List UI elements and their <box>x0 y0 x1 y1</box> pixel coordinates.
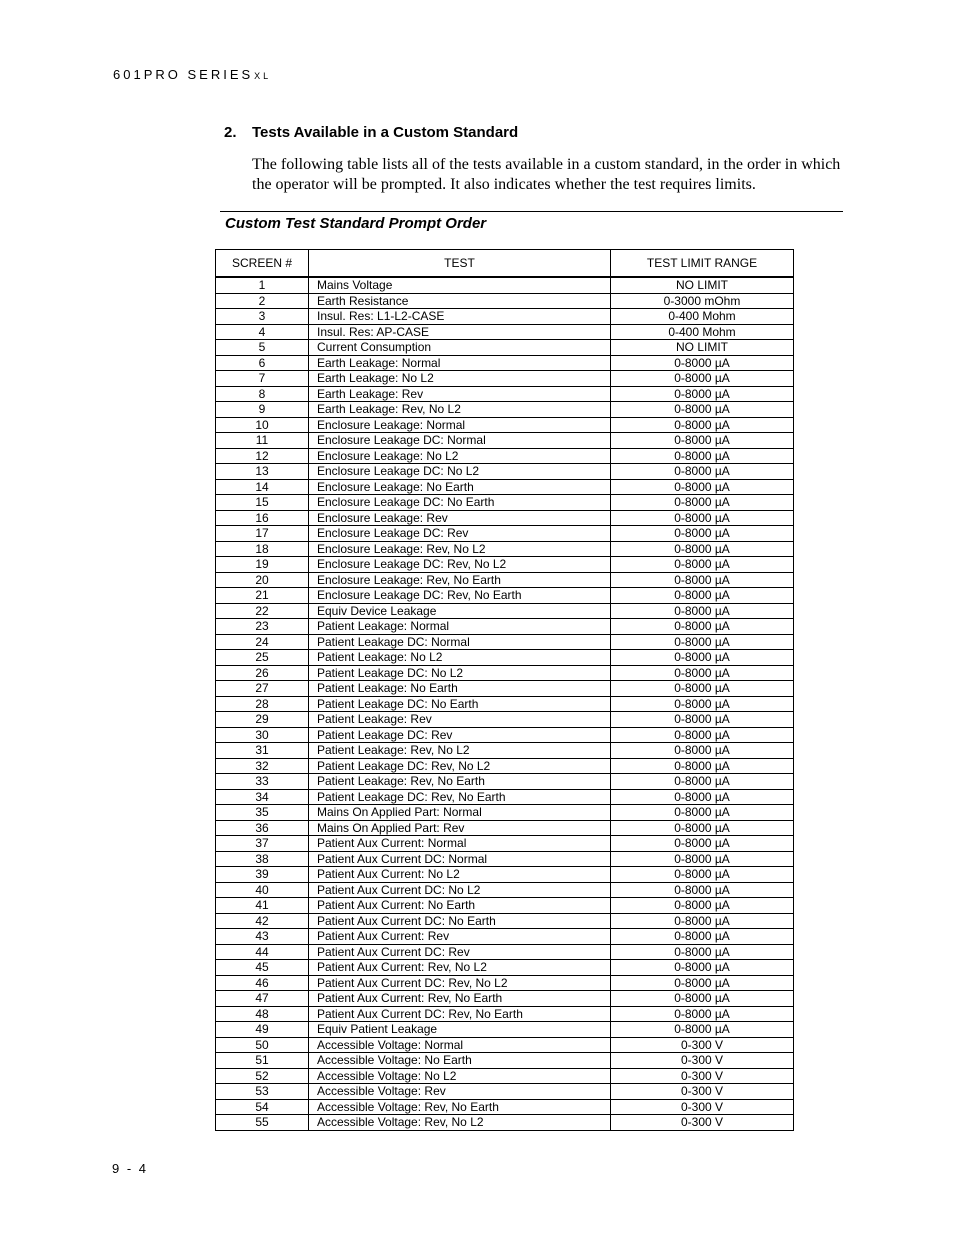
limit-range-cell: 0-8000 µA <box>611 743 794 759</box>
screen-number-cell: 40 <box>216 882 309 898</box>
table-row <box>216 805 794 821</box>
table-row <box>216 309 794 325</box>
test-name-cell: Enclosure Leakage DC: No Earth <box>309 495 611 511</box>
table-row <box>216 371 794 387</box>
screen-number-cell: 53 <box>216 1084 309 1100</box>
table-row <box>216 293 794 309</box>
custom-test-table <box>215 249 794 1131</box>
limit-range-cell: 0-8000 µA <box>611 975 794 991</box>
test-name-cell: Earth Leakage: Rev, No L2 <box>309 402 611 418</box>
running-header <box>113 67 271 82</box>
test-name-cell: Patient Aux Current: No L2 <box>309 867 611 883</box>
table-row <box>216 479 794 495</box>
test-name-cell: Patient Leakage DC: Normal <box>309 634 611 650</box>
test-name-cell: Patient Aux Current: Rev, No L2 <box>309 960 611 976</box>
limit-range-cell: 0-8000 µA <box>611 572 794 588</box>
table-row <box>216 572 794 588</box>
limit-range-cell: 0-8000 µA <box>611 774 794 790</box>
limit-range-cell: 0-8000 µA <box>611 402 794 418</box>
screen-number-cell: 46 <box>216 975 309 991</box>
screen-number-cell: 34 <box>216 789 309 805</box>
table-row <box>216 758 794 774</box>
table-row <box>216 1022 794 1038</box>
screen-number-cell: 16 <box>216 510 309 526</box>
table-row <box>216 1037 794 1053</box>
screen-number-cell: 32 <box>216 758 309 774</box>
screen-number-cell: 38 <box>216 851 309 867</box>
limit-range-cell: 0-300 V <box>611 1084 794 1100</box>
test-name-cell: Patient Leakage DC: No Earth <box>309 696 611 712</box>
table-row <box>216 386 794 402</box>
screen-number-cell: 15 <box>216 495 309 511</box>
test-name-cell: Enclosure Leakage: Rev, No L2 <box>309 541 611 557</box>
test-name-cell: Enclosure Leakage: No L2 <box>309 448 611 464</box>
screen-number-cell: 28 <box>216 696 309 712</box>
test-name-cell: Patient Leakage: Rev, No L2 <box>309 743 611 759</box>
screen-number-cell: 25 <box>216 650 309 666</box>
table-title: Custom Test Standard Prompt Order <box>225 215 487 232</box>
limit-range-cell: 0-8000 µA <box>611 588 794 604</box>
limit-range-cell: 0-8000 µA <box>611 898 794 914</box>
column-header-screen: SCREEN # <box>216 250 309 278</box>
table-row <box>216 836 794 852</box>
column-header-limit-range: TEST LIMIT RANGE <box>611 250 794 278</box>
screen-number-cell: 47 <box>216 991 309 1007</box>
screen-number-cell: 3 <box>216 309 309 325</box>
screen-number-cell: 7 <box>216 371 309 387</box>
screen-number-cell: 17 <box>216 526 309 542</box>
test-name-cell: Patient Leakage: No Earth <box>309 681 611 697</box>
limit-range-cell: 0-8000 µA <box>611 727 794 743</box>
screen-number-cell: 24 <box>216 634 309 650</box>
limit-range-cell: 0-8000 µA <box>611 1006 794 1022</box>
test-name-cell: Earth Leakage: Normal <box>309 355 611 371</box>
screen-number-cell: 51 <box>216 1053 309 1069</box>
test-name-cell: Patient Leakage DC: No L2 <box>309 665 611 681</box>
table-row <box>216 1068 794 1084</box>
limit-range-cell: 0-8000 µA <box>611 464 794 480</box>
table-row <box>216 727 794 743</box>
intro-paragraph: The following table lists all of the tests available in a custom standard, in the order in which the operator will be prompted. It also indicates whether the test requires limits. <box>252 156 841 193</box>
test-name-cell: Enclosure Leakage: Normal <box>309 417 611 433</box>
test-name-cell: Enclosure Leakage DC: Rev, No Earth <box>309 588 611 604</box>
test-name-cell: Patient Aux Current DC: Rev, No L2 <box>309 975 611 991</box>
test-name-cell: Patient Leakage: Rev <box>309 712 611 728</box>
table-row <box>216 1099 794 1115</box>
test-name-cell: Patient Aux Current DC: No Earth <box>309 913 611 929</box>
limit-range-cell: 0-8000 µA <box>611 495 794 511</box>
limit-range-cell: NO LIMIT <box>611 277 794 293</box>
screen-number-cell: 30 <box>216 727 309 743</box>
table-row <box>216 402 794 418</box>
screen-number-cell: 52 <box>216 1068 309 1084</box>
test-name-cell: Mains On Applied Part: Normal <box>309 805 611 821</box>
test-name-cell: Patient Leakage: No L2 <box>309 650 611 666</box>
test-name-cell: Patient Aux Current DC: No L2 <box>309 882 611 898</box>
table-row <box>216 510 794 526</box>
table-row <box>216 277 794 293</box>
page-number: 9 - 4 <box>112 1161 149 1176</box>
test-name-cell: Patient Aux Current: Rev, No Earth <box>309 991 611 1007</box>
limit-range-cell: 0-3000 mOhm <box>611 293 794 309</box>
screen-number-cell: 27 <box>216 681 309 697</box>
table-row <box>216 789 794 805</box>
table-row <box>216 1084 794 1100</box>
limit-range-cell: 0-8000 µA <box>611 867 794 883</box>
screen-number-cell: 45 <box>216 960 309 976</box>
limit-range-cell: 0-8000 µA <box>611 758 794 774</box>
table-row <box>216 882 794 898</box>
table-row <box>216 464 794 480</box>
test-name-cell: Enclosure Leakage DC: No L2 <box>309 464 611 480</box>
limit-range-cell: 0-8000 µA <box>611 386 794 402</box>
table-row <box>216 944 794 960</box>
screen-number-cell: 49 <box>216 1022 309 1038</box>
limit-range-cell: 0-8000 µA <box>611 1022 794 1038</box>
table-row <box>216 851 794 867</box>
table-row <box>216 433 794 449</box>
screen-number-cell: 44 <box>216 944 309 960</box>
screen-number-cell: 20 <box>216 572 309 588</box>
limit-range-cell: 0-8000 µA <box>611 789 794 805</box>
test-name-cell: Enclosure Leakage: No Earth <box>309 479 611 495</box>
table-row <box>216 960 794 976</box>
table-row <box>216 650 794 666</box>
table-row <box>216 557 794 573</box>
limit-range-cell: 0-300 V <box>611 1099 794 1115</box>
table-row <box>216 324 794 340</box>
limit-range-cell: 0-8000 µA <box>611 913 794 929</box>
limit-range-cell: 0-8000 µA <box>611 836 794 852</box>
screen-number-cell: 22 <box>216 603 309 619</box>
screen-number-cell: 31 <box>216 743 309 759</box>
screen-number-cell: 10 <box>216 417 309 433</box>
screen-number-cell: 39 <box>216 867 309 883</box>
table-body <box>216 277 794 1130</box>
limit-range-cell: 0-8000 µA <box>611 882 794 898</box>
table-row <box>216 898 794 914</box>
test-name-cell: Equiv Device Leakage <box>309 603 611 619</box>
test-name-cell: Patient Leakage DC: Rev <box>309 727 611 743</box>
header-subtitle: XL <box>254 71 272 81</box>
test-name-cell: Earth Leakage: No L2 <box>309 371 611 387</box>
limit-range-cell: 0-8000 µA <box>611 665 794 681</box>
table-row <box>216 1053 794 1069</box>
table-row <box>216 820 794 836</box>
screen-number-cell: 37 <box>216 836 309 852</box>
limit-range-cell: 0-8000 µA <box>611 355 794 371</box>
table-row <box>216 696 794 712</box>
section-number: 2. <box>224 124 237 141</box>
test-name-cell: Patient Aux Current: Normal <box>309 836 611 852</box>
section-heading <box>224 124 518 141</box>
table-row <box>216 541 794 557</box>
limit-range-cell: 0-8000 µA <box>611 929 794 945</box>
screen-number-cell: 36 <box>216 820 309 836</box>
screen-number-cell: 29 <box>216 712 309 728</box>
table-row <box>216 1006 794 1022</box>
test-name-cell: Accessible Voltage: Rev, No Earth <box>309 1099 611 1115</box>
screen-number-cell: 55 <box>216 1115 309 1131</box>
limit-range-cell: 0-8000 µA <box>611 805 794 821</box>
test-name-cell: Mains On Applied Part: Rev <box>309 820 611 836</box>
screen-number-cell: 12 <box>216 448 309 464</box>
limit-range-cell: 0-8000 µA <box>611 526 794 542</box>
test-name-cell: Equiv Patient Leakage <box>309 1022 611 1038</box>
limit-range-cell: 0-400 Mohm <box>611 324 794 340</box>
limit-range-cell: 0-8000 µA <box>611 650 794 666</box>
table-row <box>216 913 794 929</box>
limit-range-cell: 0-8000 µA <box>611 851 794 867</box>
horizontal-rule <box>220 211 843 212</box>
screen-number-cell: 18 <box>216 541 309 557</box>
table-row <box>216 588 794 604</box>
screen-number-cell: 8 <box>216 386 309 402</box>
table-row <box>216 526 794 542</box>
screen-number-cell: 11 <box>216 433 309 449</box>
test-name-cell: Insul. Res: AP-CASE <box>309 324 611 340</box>
screen-number-cell: 50 <box>216 1037 309 1053</box>
limit-range-cell: 0-8000 µA <box>611 960 794 976</box>
limit-range-cell: 0-8000 µA <box>611 557 794 573</box>
table-row <box>216 867 794 883</box>
limit-range-cell: 0-8000 µA <box>611 448 794 464</box>
test-name-cell: Accessible Voltage: Rev, No L2 <box>309 1115 611 1131</box>
table-row <box>216 712 794 728</box>
screen-number-cell: 14 <box>216 479 309 495</box>
screen-number-cell: 2 <box>216 293 309 309</box>
test-name-cell: Current Consumption <box>309 340 611 356</box>
table-header-row <box>216 250 794 278</box>
limit-range-cell: 0-8000 µA <box>611 433 794 449</box>
table-row <box>216 417 794 433</box>
table-row <box>216 448 794 464</box>
test-name-cell: Patient Aux Current DC: Rev, No Earth <box>309 1006 611 1022</box>
screen-number-cell: 54 <box>216 1099 309 1115</box>
limit-range-cell: 0-300 V <box>611 1037 794 1053</box>
test-name-cell: Patient Leakage: Normal <box>309 619 611 635</box>
test-name-cell: Enclosure Leakage: Rev, No Earth <box>309 572 611 588</box>
limit-range-cell: 0-8000 µA <box>611 944 794 960</box>
test-name-cell: Patient Aux Current DC: Rev <box>309 944 611 960</box>
test-name-cell: Accessible Voltage: No L2 <box>309 1068 611 1084</box>
table-row <box>216 603 794 619</box>
column-header-test: TEST <box>309 250 611 278</box>
table-row <box>216 975 794 991</box>
table-row <box>216 1115 794 1131</box>
test-name-cell: Patient Leakage DC: Rev, No L2 <box>309 758 611 774</box>
screen-number-cell: 5 <box>216 340 309 356</box>
table-row <box>216 340 794 356</box>
table-row <box>216 991 794 1007</box>
table-row <box>216 681 794 697</box>
test-name-cell: Insul. Res: L1-L2-CASE <box>309 309 611 325</box>
screen-number-cell: 26 <box>216 665 309 681</box>
limit-range-cell: 0-300 V <box>611 1115 794 1131</box>
test-name-cell: Earth Leakage: Rev <box>309 386 611 402</box>
screen-number-cell: 4 <box>216 324 309 340</box>
test-name-cell: Patient Aux Current: No Earth <box>309 898 611 914</box>
table-row <box>216 665 794 681</box>
table-row <box>216 634 794 650</box>
screen-number-cell: 21 <box>216 588 309 604</box>
test-name-cell: Enclosure Leakage DC: Normal <box>309 433 611 449</box>
test-name-cell: Patient Aux Current DC: Normal <box>309 851 611 867</box>
test-name-cell: Mains Voltage <box>309 277 611 293</box>
limit-range-cell: 0-8000 µA <box>611 510 794 526</box>
limit-range-cell: 0-8000 µA <box>611 417 794 433</box>
table-row <box>216 495 794 511</box>
test-name-cell: Patient Aux Current: Rev <box>309 929 611 945</box>
test-name-cell: Accessible Voltage: No Earth <box>309 1053 611 1069</box>
screen-number-cell: 1 <box>216 277 309 293</box>
test-name-cell: Patient Leakage DC: Rev, No Earth <box>309 789 611 805</box>
limit-range-cell: 0-400 Mohm <box>611 309 794 325</box>
screen-number-cell: 13 <box>216 464 309 480</box>
screen-number-cell: 48 <box>216 1006 309 1022</box>
limit-range-cell: 0-300 V <box>611 1053 794 1069</box>
test-name-cell: Accessible Voltage: Rev <box>309 1084 611 1100</box>
limit-range-cell: 0-8000 µA <box>611 371 794 387</box>
screen-number-cell: 35 <box>216 805 309 821</box>
section-heading-text: Tests Available in a Custom Standard <box>252 124 519 141</box>
header-title: 601PRO SERIES <box>113 67 254 82</box>
test-name-cell: Patient Leakage: Rev, No Earth <box>309 774 611 790</box>
table-row <box>216 743 794 759</box>
screen-number-cell: 6 <box>216 355 309 371</box>
table-row <box>216 355 794 371</box>
limit-range-cell: 0-8000 µA <box>611 634 794 650</box>
limit-range-cell: 0-8000 µA <box>611 991 794 1007</box>
limit-range-cell: 0-8000 µA <box>611 619 794 635</box>
limit-range-cell: 0-8000 µA <box>611 712 794 728</box>
screen-number-cell: 19 <box>216 557 309 573</box>
test-name-cell: Enclosure Leakage DC: Rev <box>309 526 611 542</box>
table-row <box>216 929 794 945</box>
limit-range-cell: 0-8000 µA <box>611 696 794 712</box>
test-name-cell: Earth Resistance <box>309 293 611 309</box>
screen-number-cell: 9 <box>216 402 309 418</box>
screen-number-cell: 43 <box>216 929 309 945</box>
test-name-cell: Enclosure Leakage: Rev <box>309 510 611 526</box>
test-name-cell: Accessible Voltage: Normal <box>309 1037 611 1053</box>
limit-range-cell: 0-8000 µA <box>611 820 794 836</box>
screen-number-cell: 42 <box>216 913 309 929</box>
limit-range-cell: 0-8000 µA <box>611 681 794 697</box>
screen-number-cell: 41 <box>216 898 309 914</box>
limit-range-cell: 0-8000 µA <box>611 541 794 557</box>
screen-number-cell: 23 <box>216 619 309 635</box>
screen-number-cell: 33 <box>216 774 309 790</box>
table-row <box>216 774 794 790</box>
limit-range-cell: 0-8000 µA <box>611 603 794 619</box>
table-row <box>216 619 794 635</box>
limit-range-cell: 0-300 V <box>611 1068 794 1084</box>
test-name-cell: Enclosure Leakage DC: Rev, No L2 <box>309 557 611 573</box>
limit-range-cell: 0-8000 µA <box>611 479 794 495</box>
limit-range-cell: NO LIMIT <box>611 340 794 356</box>
